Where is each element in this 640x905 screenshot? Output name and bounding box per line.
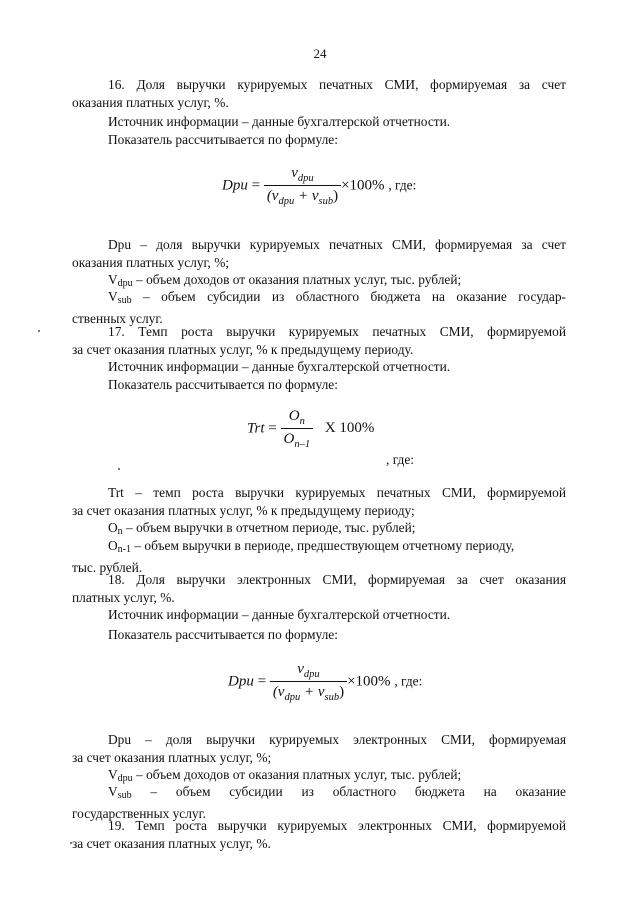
formula-where: , где: bbox=[386, 452, 414, 467]
section-18-def-dpu bbox=[72, 731, 566, 766]
def-line: ственных услуг. bbox=[72, 310, 163, 326]
formula-denominator: $O_{n-1}$ bbox=[283, 431, 311, 450]
section-19-title bbox=[72, 817, 566, 852]
title-line: 18. Доля выручки электронных СМИ, формируемая за счет оказания bbox=[108, 572, 566, 587]
scan-speck bbox=[38, 330, 40, 332]
section-16-title-line2: оказания платных услуг, %. bbox=[72, 94, 229, 110]
section-17-calc-intro: Показатель рассчитывается по формуле: bbox=[108, 377, 338, 392]
section-16-source: Источник информации – данные бухгалтерской отчетности. bbox=[108, 114, 451, 129]
formula-dpu-print: Dpu = $\frac{v_{dpu}}{(v_{dpu} + v_{sub})}$ ×100% , где: bbox=[222, 165, 417, 207]
section-17-def-on: On – объем выручки в отчетном периоде, тыс. рублей; bbox=[108, 520, 416, 537]
formula-multiplier: ×100% bbox=[341, 177, 385, 194]
section-18-source: Источник информации – данные бухгалтерской отчетности. bbox=[108, 607, 451, 622]
formula-lhs: Trt bbox=[247, 420, 265, 437]
section-18-def-vdpu: Vdpu – объем доходов от оказания платных услуг, тыс. рублей; bbox=[108, 767, 462, 784]
formula-numerator: $v_{dpu}$ bbox=[264, 165, 341, 186]
section-16-def-vsub: Vsub – объем субсидии из областного бюджета на оказание государ- ственных услуг. bbox=[72, 289, 566, 326]
section-17-source: Источник информации – данные бухгалтерской отчетности. bbox=[108, 359, 451, 374]
def-line: Dpu – доля выручки курируемых электронных СМИ, формируемая bbox=[108, 732, 566, 747]
title-line: за счет оказания платных услуг, %. bbox=[72, 835, 271, 851]
scan-speck bbox=[70, 842, 72, 844]
formula-numerator: $O_n$ bbox=[281, 408, 314, 429]
section-16-def-dpu bbox=[72, 236, 566, 271]
section-16-title bbox=[72, 76, 566, 111]
section-17-def-on1: On-1 – объем выручки в периоде, предшествующем отчетному периоду, тыс. рублей. bbox=[72, 537, 566, 576]
title-line: 19. Темп роста выручки курируемых электронных СМИ, формируемой bbox=[108, 818, 566, 833]
def-line: тыс. рублей. bbox=[72, 559, 143, 575]
section-18-def-vsub: Vsub – объем субсидии из областного бюджета на оказание государственных услуг. bbox=[72, 784, 566, 821]
formula-fraction bbox=[281, 408, 314, 450]
formula-fraction bbox=[264, 165, 341, 207]
formula-multiplier: ×100% bbox=[347, 673, 391, 690]
formula-dpu-electronic: Dpu = $\frac{v_{dpu}}{(v_{dpu} + v_{sub})}$ ×100% , где: bbox=[228, 661, 423, 703]
page-number: 24 bbox=[313, 46, 327, 61]
formula-lhs: Dpu bbox=[222, 177, 248, 194]
formula-multiplier: X 100% bbox=[324, 420, 375, 437]
section-18-calc-intro: Показатель рассчитывается по формуле: bbox=[108, 627, 338, 642]
formula-denominator: $(v_{dpu} + v_{sub})$ bbox=[266, 188, 339, 207]
section-18-title bbox=[72, 571, 566, 606]
def-line: оказания платных услуг, %; bbox=[72, 254, 230, 270]
title-line: 17. Темп роста выручки курируемых печатных СМИ, формируемой bbox=[108, 324, 566, 339]
scan-speck bbox=[118, 468, 120, 470]
def-line: за счет оказания платных услуг, %; bbox=[72, 749, 272, 765]
section-16-title-line1: 16. Доля выручки курируемых печатных СМИ, формируемая за счет bbox=[108, 77, 566, 92]
def-line: Dpu – доля выручки курируемых печатных СМИ, формируемая за счет bbox=[108, 237, 566, 252]
section-17-title bbox=[72, 323, 566, 358]
formula-trt: Trt = $\frac{O_n}{O_{n-1}}$ X 100% bbox=[247, 408, 375, 450]
section-17-def-trt bbox=[72, 484, 566, 519]
def-line: за счет оказания платных услуг, % к предыдущему периоду; bbox=[72, 502, 415, 518]
formula-where: , где: bbox=[394, 673, 423, 689]
formula-numerator: $v_{dpu}$ bbox=[270, 661, 347, 682]
formula-where: , где: bbox=[388, 177, 417, 193]
formula-denominator: $(v_{dpu} + v_{sub})$ bbox=[272, 684, 345, 703]
title-line: платных услуг, %. bbox=[72, 589, 175, 605]
formula-fraction bbox=[270, 661, 347, 703]
title-line: за счет оказания платных услуг, % к предыдущему периоду. bbox=[72, 341, 414, 357]
def-line: Trt – темп роста выручки курируемых печатных СМИ, формируемой bbox=[108, 485, 566, 500]
section-16-calc-intro: Показатель рассчитывается по формуле: bbox=[108, 132, 338, 147]
section-16-def-vdpu: Vdpu – объем доходов от оказания платных услуг, тыс. рублей; bbox=[108, 272, 462, 289]
formula-lhs: Dpu bbox=[228, 673, 254, 690]
def-line: государственных услуг. bbox=[72, 805, 206, 821]
